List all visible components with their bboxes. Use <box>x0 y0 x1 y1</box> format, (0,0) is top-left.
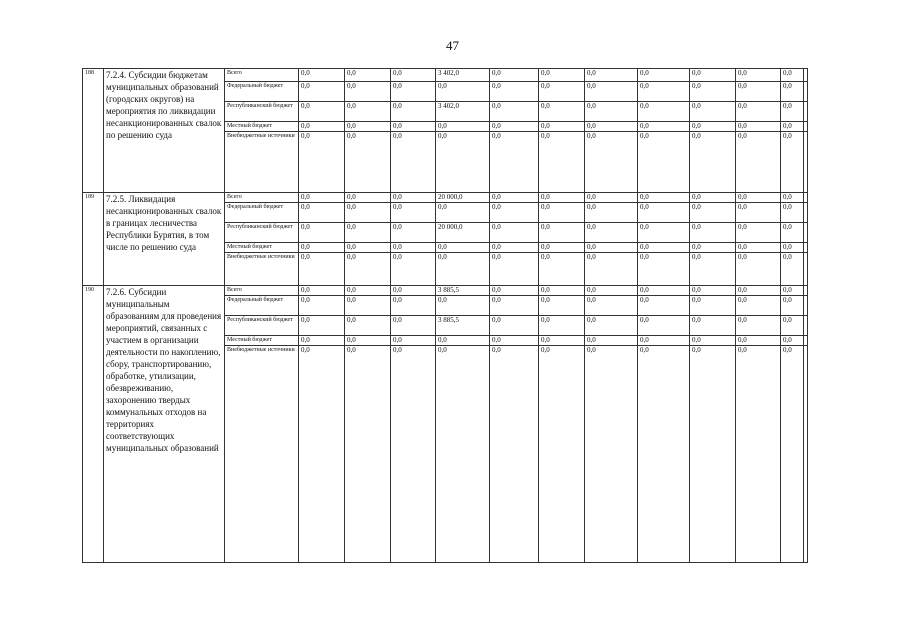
amount-cell: 0,0 <box>585 203 638 223</box>
funding-source: Всего <box>225 286 299 296</box>
amount-cell: 0,0 <box>391 243 436 253</box>
amount-cell: 0,0 <box>299 203 345 223</box>
amount-cell: 0,0 <box>736 203 781 223</box>
amount-cell: 0,0 <box>585 69 638 82</box>
amount-cell: 0,0 <box>539 253 585 286</box>
amount-cell: 0,0 <box>736 193 781 203</box>
row-number: 188 <box>83 69 104 193</box>
measure-name: 7.2.6. Субсидии муниципальным образованиям для проведения мероприятий, связанных с участием в организации деятельности по накоплению, сбору, транспортированию, обработке, утилизации, обезвреживанию, захоронению твердых коммунальных отходов на территориях соответствующих муниципальных образований <box>104 286 225 563</box>
amount-cell: 0,0 <box>736 69 781 82</box>
amount-cell: 0,0 <box>436 122 490 132</box>
amount-cell: 3 402,0 <box>436 102 490 122</box>
amount-cell: 0,0 <box>345 286 391 296</box>
amount-cell: 0,0 <box>490 203 539 223</box>
amount-cell: 0,0 <box>490 316 539 336</box>
amount-cell: 0,0 <box>490 346 539 563</box>
amount-cell: 0,0 <box>345 346 391 563</box>
amount-cell: 0,0 <box>781 102 804 122</box>
amount-cell: 0,0 <box>345 243 391 253</box>
amount-cell: 0,0 <box>391 223 436 243</box>
amount-cell: 0,0 <box>299 296 345 316</box>
amount-cell: 0,0 <box>638 316 690 336</box>
empty-cell <box>804 346 808 563</box>
amount-cell: 0,0 <box>781 122 804 132</box>
amount-cell: 0,0 <box>391 286 436 296</box>
amount-cell: 0,0 <box>781 253 804 286</box>
amount-cell: 0,0 <box>638 122 690 132</box>
amount-cell: 0,0 <box>736 253 781 286</box>
amount-cell: 0,0 <box>690 102 736 122</box>
amount-cell: 0,0 <box>638 243 690 253</box>
empty-cell <box>804 122 808 132</box>
amount-cell: 0,0 <box>781 69 804 82</box>
amount-cell: 0,0 <box>299 102 345 122</box>
row-number: 190 <box>83 286 104 563</box>
measure-name: 7.2.5. Ликвидация несанкционированных свалок в границах лесничества Республики Бурятия, в том числе по решению суда <box>104 193 225 286</box>
funding-source: Республиканский бюджет <box>225 316 299 336</box>
amount-cell: 0,0 <box>638 253 690 286</box>
amount-cell: 0,0 <box>539 82 585 102</box>
amount-cell: 0,0 <box>299 346 345 563</box>
page-number: 47 <box>446 38 459 53</box>
amount-cell: 0,0 <box>585 102 638 122</box>
amount-cell: 0,0 <box>781 132 804 193</box>
amount-cell: 0,0 <box>690 223 736 243</box>
amount-cell: 0,0 <box>781 336 804 346</box>
amount-cell: 0,0 <box>781 243 804 253</box>
amount-cell: 0,0 <box>690 122 736 132</box>
amount-cell: 0,0 <box>539 286 585 296</box>
amount-cell: 0,0 <box>539 69 585 82</box>
amount-cell: 0,0 <box>299 223 345 243</box>
amount-cell: 0,0 <box>638 69 690 82</box>
amount-cell: 0,0 <box>638 346 690 563</box>
funding-source: Республиканский бюджет <box>225 102 299 122</box>
amount-cell: 0,0 <box>345 82 391 102</box>
amount-cell: 0,0 <box>299 69 345 82</box>
amount-cell: 0,0 <box>690 243 736 253</box>
amount-cell: 0,0 <box>299 193 345 203</box>
amount-cell: 0,0 <box>736 102 781 122</box>
funding-source: Всего <box>225 69 299 82</box>
amount-cell: 0,0 <box>490 286 539 296</box>
amount-cell: 0,0 <box>391 253 436 286</box>
amount-cell: 0,0 <box>585 223 638 243</box>
amount-cell: 0,0 <box>436 82 490 102</box>
empty-cell <box>804 193 808 203</box>
amount-cell: 0,0 <box>690 203 736 223</box>
amount-cell: 0,0 <box>585 346 638 563</box>
amount-cell: 0,0 <box>736 286 781 296</box>
amount-cell: 0,0 <box>391 82 436 102</box>
amount-cell: 0,0 <box>585 253 638 286</box>
funding-source: Местный бюджет <box>225 336 299 346</box>
amount-cell: 0,0 <box>539 316 585 336</box>
amount-cell: 0,0 <box>638 203 690 223</box>
amount-cell: 20 000,0 <box>436 223 490 243</box>
amount-cell: 0,0 <box>299 243 345 253</box>
amount-cell: 0,0 <box>345 69 391 82</box>
amount-cell: 0,0 <box>490 82 539 102</box>
amount-cell: 0,0 <box>436 132 490 193</box>
empty-cell <box>804 223 808 243</box>
funding-source: Федеральный бюджет <box>225 82 299 102</box>
amount-cell: 0,0 <box>539 102 585 122</box>
amount-cell: 3 885,5 <box>436 316 490 336</box>
amount-cell: 0,0 <box>345 253 391 286</box>
amount-cell: 0,0 <box>391 132 436 193</box>
amount-cell: 0,0 <box>585 132 638 193</box>
amount-cell: 3 402,0 <box>436 69 490 82</box>
amount-cell: 0,0 <box>638 82 690 102</box>
table-row <box>83 286 808 296</box>
amount-cell: 0,0 <box>690 69 736 82</box>
amount-cell: 0,0 <box>299 316 345 336</box>
amount-cell: 0,0 <box>345 223 391 243</box>
amount-cell: 0,0 <box>736 223 781 243</box>
empty-cell <box>804 316 808 336</box>
amount-cell: 0,0 <box>436 253 490 286</box>
amount-cell: 0,0 <box>585 193 638 203</box>
empty-cell <box>804 253 808 286</box>
amount-cell: 0,0 <box>490 296 539 316</box>
amount-cell: 0,0 <box>345 122 391 132</box>
amount-cell: 0,0 <box>391 102 436 122</box>
amount-cell: 0,0 <box>781 286 804 296</box>
empty-cell <box>804 296 808 316</box>
amount-cell: 0,0 <box>585 243 638 253</box>
amount-cell: 3 885,5 <box>436 286 490 296</box>
amount-cell: 0,0 <box>690 82 736 102</box>
amount-cell: 0,0 <box>736 316 781 336</box>
funding-source: Республиканский бюджет <box>225 223 299 243</box>
amount-cell: 0,0 <box>585 122 638 132</box>
funding-source: Федеральный бюджет <box>225 296 299 316</box>
amount-cell: 0,0 <box>490 122 539 132</box>
funding-source: Местный бюджет <box>225 243 299 253</box>
amount-cell: 0,0 <box>638 223 690 243</box>
amount-cell: 0,0 <box>345 316 391 336</box>
amount-cell: 0,0 <box>299 253 345 286</box>
amount-cell: 0,0 <box>490 102 539 122</box>
amount-cell: 0,0 <box>539 296 585 316</box>
empty-cell <box>804 69 808 82</box>
table-row <box>83 193 808 203</box>
amount-cell: 0,0 <box>391 193 436 203</box>
amount-cell: 0,0 <box>539 243 585 253</box>
amount-cell: 0,0 <box>736 132 781 193</box>
amount-cell: 0,0 <box>539 223 585 243</box>
amount-cell: 0,0 <box>436 346 490 563</box>
amount-cell: 0,0 <box>490 193 539 203</box>
amount-cell: 0,0 <box>391 122 436 132</box>
amount-cell: 0,0 <box>391 69 436 82</box>
amount-cell: 0,0 <box>539 203 585 223</box>
funding-source: Внебюджетные источники <box>225 253 299 286</box>
amount-cell: 0,0 <box>539 346 585 563</box>
amount-cell: 0,0 <box>345 203 391 223</box>
amount-cell: 0,0 <box>391 346 436 563</box>
amount-cell: 0,0 <box>585 82 638 102</box>
amount-cell: 0,0 <box>638 193 690 203</box>
amount-cell: 0,0 <box>539 122 585 132</box>
amount-cell: 0,0 <box>585 296 638 316</box>
amount-cell: 0,0 <box>690 253 736 286</box>
amount-cell: 0,0 <box>490 253 539 286</box>
amount-cell: 0,0 <box>345 296 391 316</box>
empty-cell <box>804 102 808 122</box>
amount-cell: 0,0 <box>490 336 539 346</box>
amount-cell: 0,0 <box>736 122 781 132</box>
amount-cell: 0,0 <box>436 296 490 316</box>
empty-cell <box>804 132 808 193</box>
amount-cell: 0,0 <box>345 102 391 122</box>
amount-cell: 0,0 <box>391 296 436 316</box>
amount-cell: 0,0 <box>781 296 804 316</box>
amount-cell: 0,0 <box>490 243 539 253</box>
amount-cell: 0,0 <box>781 203 804 223</box>
amount-cell: 0,0 <box>539 193 585 203</box>
amount-cell: 0,0 <box>345 193 391 203</box>
amount-cell: 0,0 <box>638 286 690 296</box>
amount-cell: 0,0 <box>690 296 736 316</box>
amount-cell: 0,0 <box>299 286 345 296</box>
amount-cell: 0,0 <box>539 336 585 346</box>
amount-cell: 0,0 <box>299 336 345 346</box>
amount-cell: 0,0 <box>690 286 736 296</box>
amount-cell: 0,0 <box>436 336 490 346</box>
amount-cell: 0,0 <box>490 223 539 243</box>
amount-cell: 0,0 <box>490 69 539 82</box>
amount-cell: 0,0 <box>436 243 490 253</box>
amount-cell: 0,0 <box>299 132 345 193</box>
empty-cell <box>804 203 808 223</box>
amount-cell: 0,0 <box>690 132 736 193</box>
amount-cell: 0,0 <box>345 336 391 346</box>
budget-table <box>82 68 808 563</box>
measure-name: 7.2.4. Субсидии бюджетам муниципальных образований (городских округов) на мероприятия по ликвидации несанкционированных свалок по решению суда <box>104 69 225 193</box>
empty-cell <box>804 336 808 346</box>
amount-cell: 0,0 <box>638 296 690 316</box>
amount-cell: 0,0 <box>690 316 736 336</box>
funding-source: Внебюджетные источники <box>225 346 299 563</box>
amount-cell: 0,0 <box>736 346 781 563</box>
amount-cell: 0,0 <box>391 316 436 336</box>
amount-cell: 0,0 <box>781 193 804 203</box>
funding-source: Местный бюджет <box>225 122 299 132</box>
amount-cell: 0,0 <box>736 243 781 253</box>
funding-source: Федеральный бюджет <box>225 203 299 223</box>
amount-cell: 0,0 <box>736 336 781 346</box>
amount-cell: 0,0 <box>585 336 638 346</box>
amount-cell: 0,0 <box>638 132 690 193</box>
amount-cell: 0,0 <box>781 346 804 563</box>
empty-cell <box>804 82 808 102</box>
amount-cell: 0,0 <box>490 132 539 193</box>
amount-cell: 0,0 <box>299 122 345 132</box>
amount-cell: 0,0 <box>539 132 585 193</box>
amount-cell: 0,0 <box>585 316 638 336</box>
row-number: 189 <box>83 193 104 286</box>
amount-cell: 0,0 <box>781 316 804 336</box>
amount-cell: 0,0 <box>781 223 804 243</box>
amount-cell: 0,0 <box>781 82 804 102</box>
amount-cell: 0,0 <box>736 82 781 102</box>
table-row <box>83 69 808 82</box>
amount-cell: 0,0 <box>690 346 736 563</box>
amount-cell: 0,0 <box>638 336 690 346</box>
amount-cell: 0,0 <box>638 102 690 122</box>
funding-source: Внебюджетные источники <box>225 132 299 193</box>
amount-cell: 0,0 <box>690 336 736 346</box>
amount-cell: 0,0 <box>345 132 391 193</box>
empty-cell <box>804 243 808 253</box>
amount-cell: 0,0 <box>391 203 436 223</box>
amount-cell: 0,0 <box>436 203 490 223</box>
amount-cell: 0,0 <box>299 82 345 102</box>
funding-source: Всего <box>225 193 299 203</box>
amount-cell: 0,0 <box>391 336 436 346</box>
amount-cell: 20 000,0 <box>436 193 490 203</box>
amount-cell: 0,0 <box>736 296 781 316</box>
amount-cell: 0,0 <box>585 286 638 296</box>
empty-cell <box>804 286 808 296</box>
amount-cell: 0,0 <box>690 193 736 203</box>
